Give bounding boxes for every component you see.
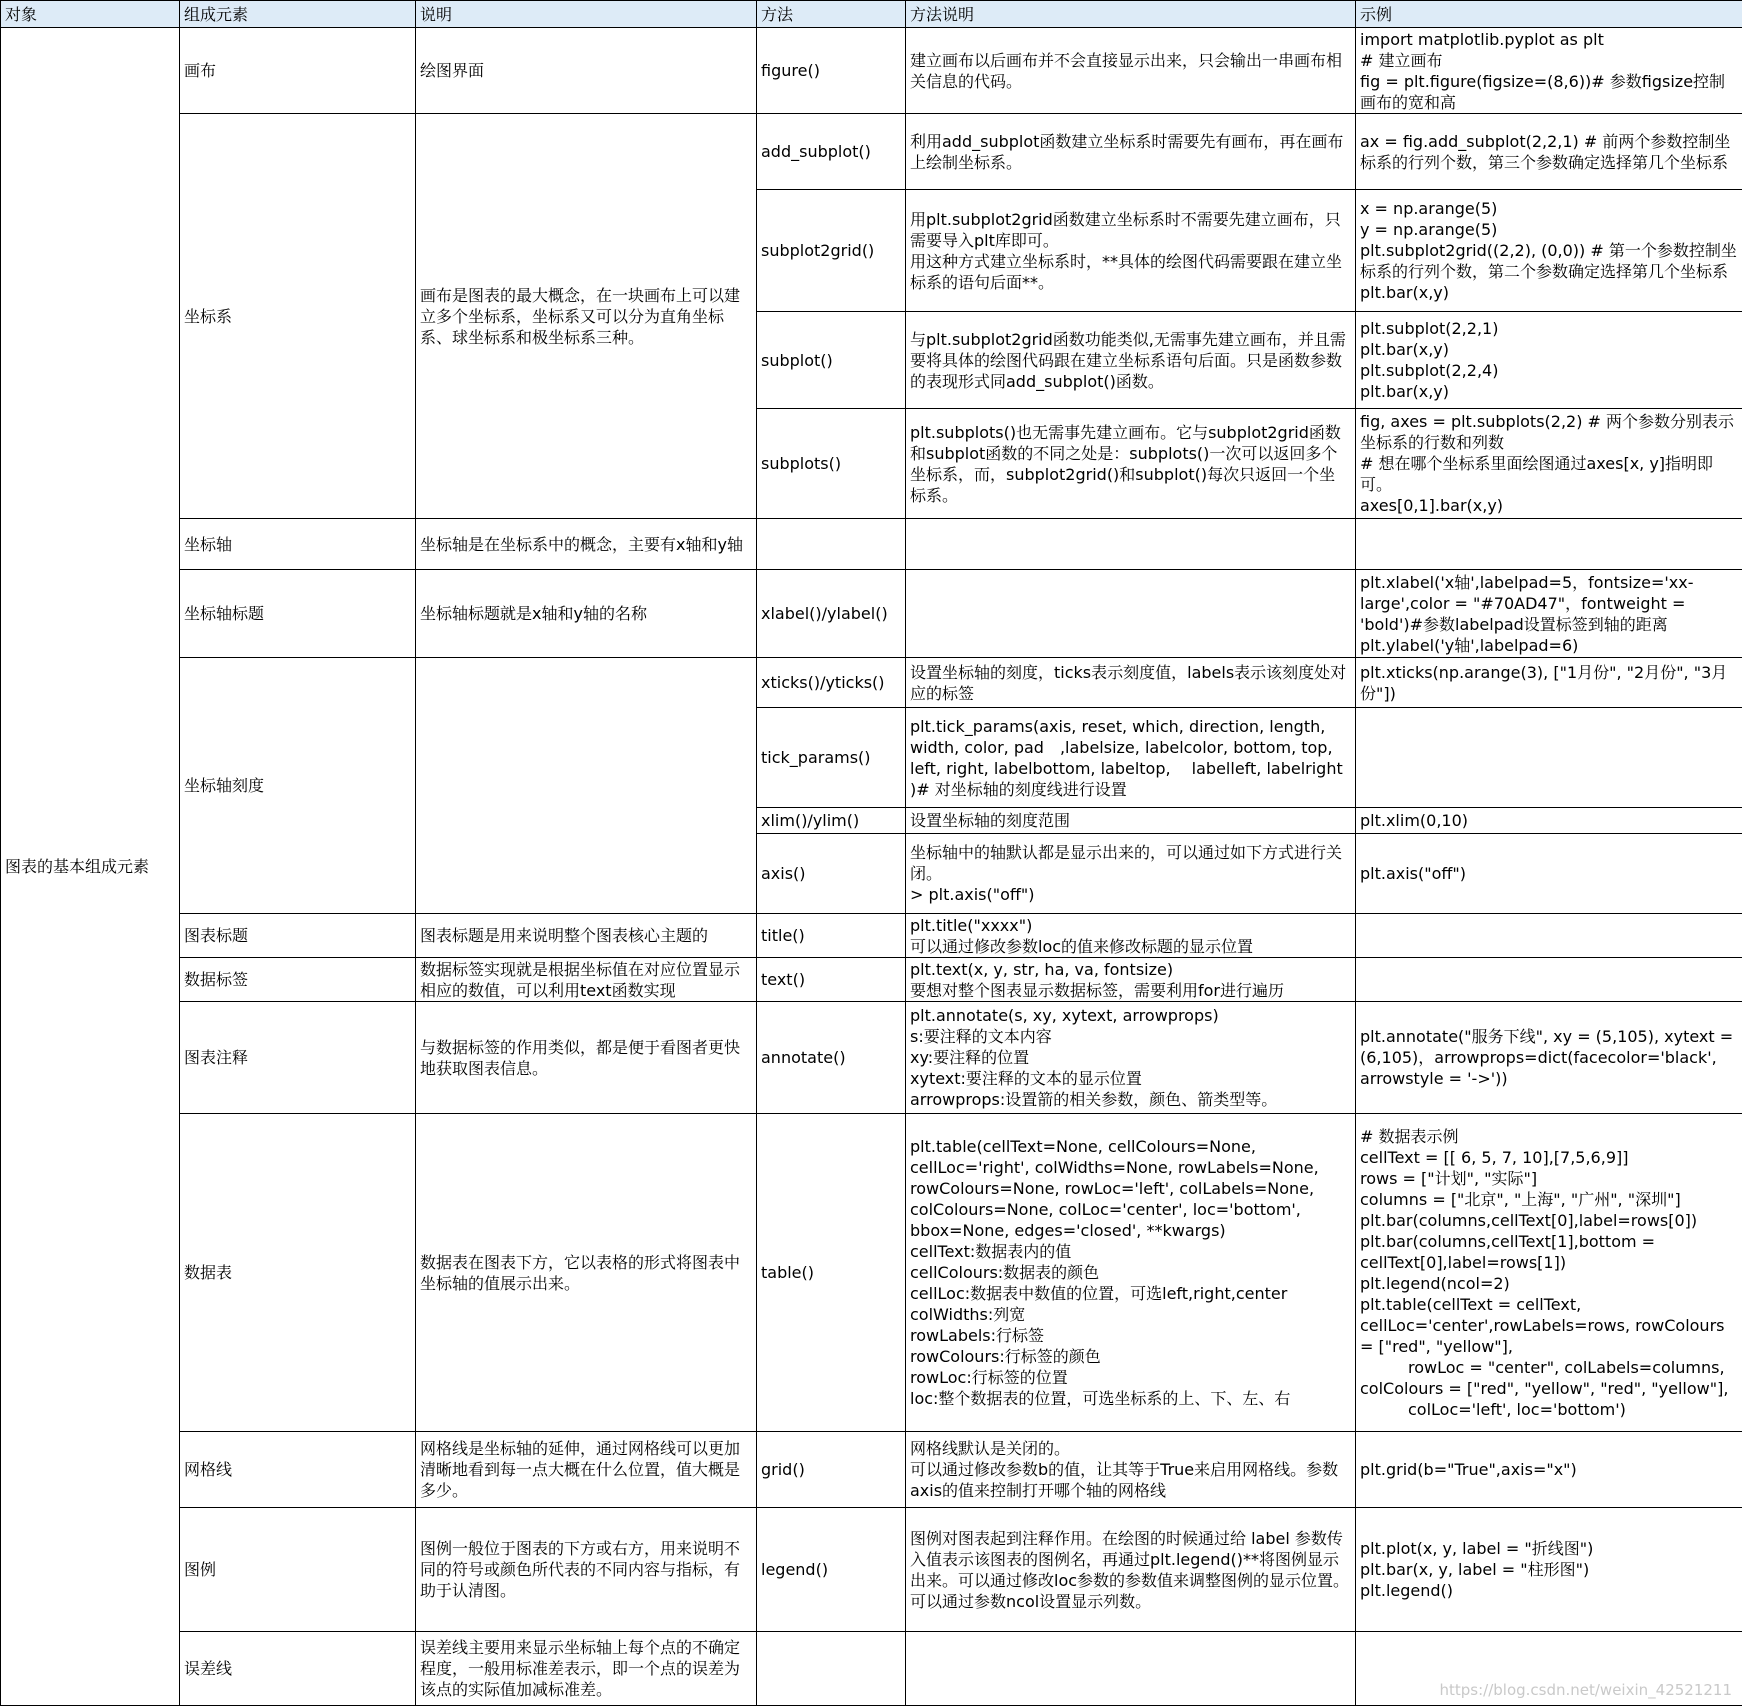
method-description-cell: [906, 570, 1356, 658]
example-cell: [1356, 519, 1742, 570]
element-cell: 数据标签: [180, 958, 416, 1002]
method-cell: xticks()/yticks(): [757, 658, 906, 708]
table-row: [1, 1002, 1742, 1114]
method-description-cell: 网格线默认是关闭的。 可以通过修改参数b的值，让其等于True来启用网格线。参数axis的值来控制打开哪个轴的网格线: [906, 1432, 1356, 1508]
example-cell: # 数据表示例 cellText = [[ 6, 5, 7, 10],[7,5,6,9]] rows = ["计划", "实际"] columns = ["北京", "上海", "广州", "深圳"] plt.bar(columns,cellText[0],label=rows[0]) plt.bar(columns,cellText[1],bottom = cellText[0],label=rows[1]) plt.legend(ncol=2) plt.table(cellText = cellText, cellLoc='center',rowLabels=rows, rowColours = ["red", "yellow"], rowLoc = "center", colLabels=columns, colColours = ["red", "yellow", "red", "yellow"], colLoc='left', loc='bottom'): [1356, 1114, 1742, 1432]
example-cell: [1356, 914, 1742, 958]
description-cell: 绘图界面: [416, 28, 757, 114]
method-cell: subplot(): [757, 312, 906, 409]
table-row: [1, 114, 1742, 190]
element-cell: 画布: [180, 28, 416, 114]
header-row: [1, 1, 1742, 28]
description-cell: 坐标轴标题就是x轴和y轴的名称: [416, 570, 757, 658]
method-cell: grid(): [757, 1432, 906, 1508]
description-cell: 误差线主要用来显示坐标轴上每个点的不确定程度，一般用标准差表示，即一个点的误差为该点的实际值加减标准差。: [416, 1632, 757, 1706]
element-cell: 坐标轴: [180, 519, 416, 570]
example-cell: plt.xlabel('x轴',labelpad=5，fontsize='xx-large',color = "#70AD47"，fontweight = 'bold')#参数labelpad设置标签到轴的距离 plt.ylabel('y轴',labelpad=6): [1356, 570, 1742, 658]
example-cell: x = np.arange(5) y = np.arange(5) plt.subplot2grid((2,2), (0,0)) # 第一个参数控制坐标系的行列个数，第二个参数确定选择第几个坐标系 plt.bar(x,y): [1356, 190, 1742, 312]
example-cell: plt.annotate("服务下线", xy = (5,105), xytext = (6,105)，arrowprops=dict(facecolor='black', arrowstyle = '->')): [1356, 1002, 1742, 1114]
method-description-cell: 坐标轴中的轴默认都是显示出来的，可以通过如下方式进行关闭。 > plt.axis("off"): [906, 834, 1356, 914]
element-cell: 图例: [180, 1508, 416, 1632]
description-cell: 数据标签实现就是根据坐标值在对应位置显示相应的数值，可以利用text函数实现: [416, 958, 757, 1002]
header-method: 方法: [757, 1, 906, 28]
method-cell: tick_params(): [757, 708, 906, 808]
method-description-cell: [906, 519, 1356, 570]
table-row: [1, 519, 1742, 570]
example-cell: plt.plot(x, y, label = "折线图") plt.bar(x, y, label = "柱形图") plt.legend(): [1356, 1508, 1742, 1632]
method-description-cell: 图例对图表起到注释作用。在绘图的时候通过给 label 参数传入值表示该图表的图例名，再通过plt.legend()**将图例显示出来。可以通过修改loc参数的参数值来调整图例的显示位置。可以通过参数ncol设置显示列数。: [906, 1508, 1356, 1632]
example-cell: import matplotlib.pyplot as plt # 建立画布 fig = plt.figure(figsize=(8,6))# 参数figsize控制画布的宽和高: [1356, 28, 1742, 114]
method-cell: [757, 1632, 906, 1706]
method-description-cell: 建立画布以后画布并不会直接显示出来，只会输出一串画布相关信息的代码。: [906, 28, 1356, 114]
method-description-cell: plt.annotate(s, xy, xytext, arrowprops) s:要注释的文本内容 xy:要注释的位置 xytext:要注释的文本的显示位置 arrowprops:设置箭的相关参数，颜色、箭类型等。: [906, 1002, 1356, 1114]
element-cell: 图表注释: [180, 1002, 416, 1114]
description-cell: 画布是图表的最大概念，在一块画布上可以建立多个坐标系，坐标系又可以分为直角坐标系、球坐标系和极坐标系三种。: [416, 114, 757, 519]
table-row: [1, 1114, 1742, 1432]
table-row: [1, 1432, 1742, 1508]
method-description-cell: plt.table(cellText=None, cellColours=None, cellLoc='right', colWidths=None, rowLabels=None, rowColours=None, rowLoc='left', colLabels=None, colColours=None, colLoc='center', loc='bottom', bbox=None, edges='closed', **kwargs) cellText:数据表内的值 cellColours:数据表的颜色 cellLoc:数据表中数值的位置，可选left,right,center colWidths:列宽 rowLabels:行标签 rowColours:行标签的颜色 rowLoc:行标签的位置 loc:整个数据表的位置，可选坐标系的上、下、左、右: [906, 1114, 1356, 1432]
method-description-cell: 利用add_subplot函数建立坐标系时需要先有画布，再在画布上绘制坐标系。: [906, 114, 1356, 190]
description-cell: [416, 658, 757, 914]
description-cell: 网格线是坐标轴的延伸，通过网格线可以更加清晰地看到每一点大概在什么位置，值大概是多少。: [416, 1432, 757, 1508]
method-description-cell: plt.title("xxxx") 可以通过修改参数loc的值来修改标题的显示位置: [906, 914, 1356, 958]
element-cell: 误差线: [180, 1632, 416, 1706]
example-cell: [1356, 958, 1742, 1002]
example-cell: plt.grid(b="True",axis="x"): [1356, 1432, 1742, 1508]
method-cell: [757, 519, 906, 570]
table-row: [1, 28, 1742, 114]
element-cell: 数据表: [180, 1114, 416, 1432]
element-cell: 坐标轴刻度: [180, 658, 416, 914]
table-row: [1, 1508, 1742, 1632]
method-cell: subplot2grid(): [757, 190, 906, 312]
description-cell: 数据表在图表下方，它以表格的形式将图表中坐标轴的值展示出来。: [416, 1114, 757, 1432]
method-cell: table(): [757, 1114, 906, 1432]
header-description: 说明: [416, 1, 757, 28]
description-cell: 坐标轴是在坐标系中的概念，主要有x轴和y轴: [416, 519, 757, 570]
example-cell: [1356, 708, 1742, 808]
watermark: https://blog.csdn.net/weixin_42521211: [1439, 1681, 1732, 1699]
method-description-cell: 设置坐标轴的刻度范围: [906, 808, 1356, 834]
method-cell: annotate(): [757, 1002, 906, 1114]
method-description-cell: plt.text(x, y, str, ha, va, fontsize) 要想对整个图表显示数据标签，需要利用for进行遍历: [906, 958, 1356, 1002]
example-cell: plt.xticks(np.arange(3), ["1月份", "2月份", "3月份"]): [1356, 658, 1742, 708]
method-description-cell: 设置坐标轴的刻度，ticks表示刻度值，labels表示该刻度处对应的标签: [906, 658, 1356, 708]
element-cell: 坐标系: [180, 114, 416, 519]
element-cell: 图表标题: [180, 914, 416, 958]
method-cell: add_subplot(): [757, 114, 906, 190]
example-cell: plt.subplot(2,2,1) plt.bar(x,y) plt.subplot(2,2,4) plt.bar(x,y): [1356, 312, 1742, 409]
header-example: 示例: [1356, 1, 1742, 28]
header-element: 组成元素: [180, 1, 416, 28]
example-cell: ax = fig.add_subplot(2,2,1) # 前两个参数控制坐标系的行列个数，第三个参数确定选择第几个坐标系: [1356, 114, 1742, 190]
description-cell: 图表标题是用来说明整个图表核心主题的: [416, 914, 757, 958]
example-cell: plt.xlim(0,10): [1356, 808, 1742, 834]
table-row: [1, 914, 1742, 958]
method-cell: axis(): [757, 834, 906, 914]
description-cell: 图例一般位于图表的下方或右方，用来说明不同的符号或颜色所代表的不同内容与指标，有助于认清图。: [416, 1508, 757, 1632]
description-cell: 与数据标签的作用类似，都是便于看图者更快地获取图表信息。: [416, 1002, 757, 1114]
method-description-cell: [906, 1632, 1356, 1706]
header-object: 对象: [1, 1, 180, 28]
header-method-description: 方法说明: [906, 1, 1356, 28]
example-cell: fig, axes = plt.subplots(2,2) # 两个参数分别表示坐标系的行数和列数 # 想在哪个坐标系里面绘图通过axes[x, y]指明即可。 axes[0,1].bar(x,y): [1356, 409, 1742, 519]
table-row: [1, 958, 1742, 1002]
method-cell: xlim()/ylim(): [757, 808, 906, 834]
example-cell: plt.axis("off"): [1356, 834, 1742, 914]
method-cell: legend(): [757, 1508, 906, 1632]
table-row: [1, 658, 1742, 708]
method-cell: figure(): [757, 28, 906, 114]
method-description-cell: plt.subplots()也无需事先建立画布。它与subplot2grid函数和subplot函数的不同之处是：subplots()一次可以返回多个坐标系，而，subplot2grid()和subplot()每次只返回一个坐标系。: [906, 409, 1356, 519]
method-cell: subplots(): [757, 409, 906, 519]
method-description-cell: plt.tick_params(axis, reset, which, direction, length, width, color, pad ,labelsize, labelcolor, bottom, top, left, right, labelbottom, labeltop, labelleft, labelright )# 对坐标轴的刻度线进行设置: [906, 708, 1356, 808]
method-description-cell: 与plt.subplot2grid函数功能类似,无需事先建立画布，并且需要将具体的绘图代码跟在建立坐标系语句后面。只是函数参数的表现形式同add_subplot()函数。: [906, 312, 1356, 409]
object-cell: 图表的基本组成元素: [1, 28, 180, 1706]
method-description-cell: 用plt.subplot2grid函数建立坐标系时不需要先建立画布，只需要导入plt库即可。 用这种方式建立坐标系时，**具体的绘图代码需要跟在建立坐标系的语句后面**。: [906, 190, 1356, 312]
method-cell: title(): [757, 914, 906, 958]
table-row: [1, 570, 1742, 658]
method-cell: xlabel()/ylabel(): [757, 570, 906, 658]
element-cell: 坐标轴标题: [180, 570, 416, 658]
method-cell: text(): [757, 958, 906, 1002]
element-cell: 网格线: [180, 1432, 416, 1508]
